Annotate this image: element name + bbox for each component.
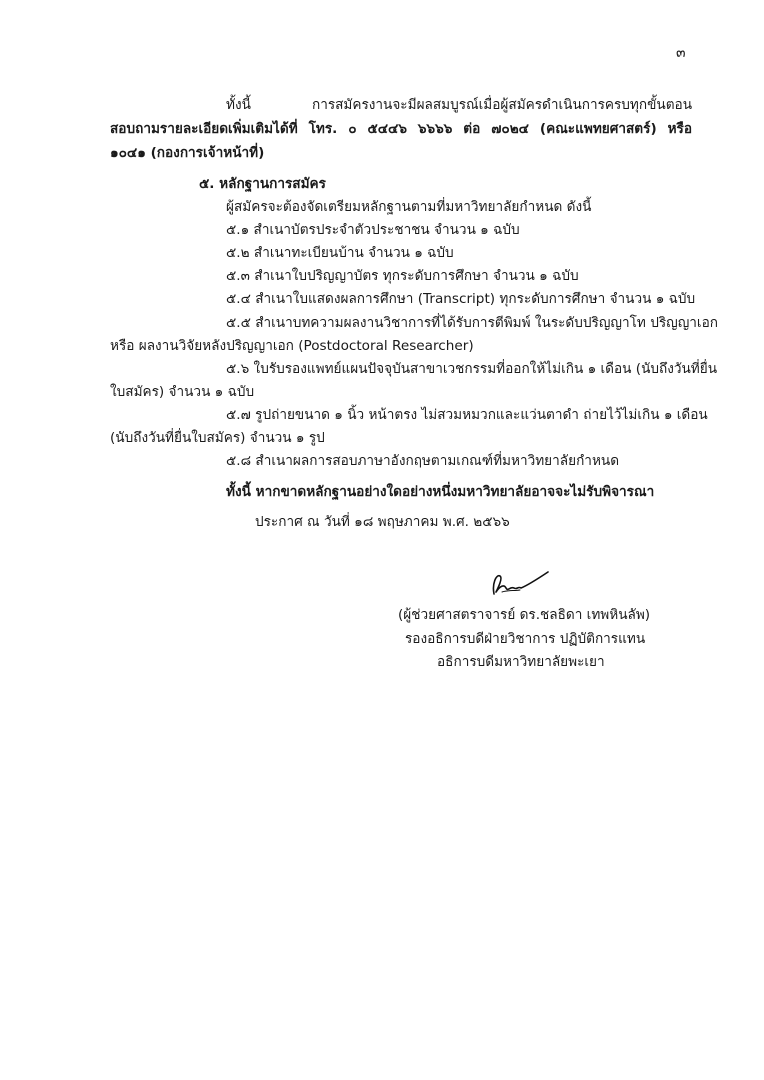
signatory-on-behalf: อธิการบดีมหาวิทยาลัยพะเยา (437, 654, 605, 670)
contact-line: สอบถามรายละเอียดเพิ่มเติมได้ที่ โทร. ๐ ๕๔๔๖ ๖๖๖๖ ต่อ ๗๐๒๔ (คณะแพทยศาสตร์) หรือ (110, 121, 692, 137)
section-lead: ผู้สมัครจะต้องจัดเตรียมหลักฐานตามที่มหาวิทยาลัยกำหนด ดังนี้ (226, 199, 592, 215)
signatory-position: รองอธิการบดีฝ่ายวิชาการ ปฏิบัติการแทน (405, 631, 646, 647)
list-item-cont: หรือ ผลงานวิจัยหลังปริญญาเอก (Postdoctoral Researcher) (110, 338, 474, 354)
contact-line-cont: ๑๐๔๑ (กองการเจ้าหน้าที่) (110, 145, 265, 161)
list-item: ๕.๓ สำเนาใบปริญญาบัตร ทุกระดับการศึกษา จำนวน ๑ ฉบับ (226, 268, 579, 284)
announcement-date: ประกาศ ณ วันที่ ๑๘ พฤษภาคม พ.ศ. ๒๕๖๖ (255, 514, 510, 530)
signature (484, 566, 554, 602)
section-heading: ๕. หลักฐานการสมัคร (199, 176, 326, 192)
list-item: ๕.๘ สำเนาผลการสอบภาษาอังกฤษตามเกณฑ์ที่มหาวิทยาลัยกำหนด (226, 453, 620, 469)
list-item: ๕.๖ ใบรับรองแพทย์แผนปัจจุบันสาขาเวชกรรมที่ออกให้ไม่เกิน ๑ เดือน (นับถึงวันที่ยื่น (226, 361, 718, 377)
warning-note: ทั้งนี้ หากขาดหลักฐานอย่างใดอย่างหนึ่งมหาวิทยาลัยอาจจะไม่รับพิจารณา (226, 484, 655, 500)
intro-line-1: ทั้งนี้ การสมัครงานจะมีผลสมบูรณ์เมื่อผู้สมัครดำเนินการครบทุกขั้นตอน (226, 97, 692, 113)
list-item: ๕.๒ สำเนาทะเบียนบ้าน จำนวน ๑ ฉบับ (226, 245, 454, 261)
list-item-cont: (นับถึงวันที่ยื่นใบสมัคร) จำนวน ๑ รูป (110, 430, 325, 446)
signatory-name: (ผู้ช่วยศาสตราจารย์ ดร.ชลธิดา เทพหินลัพ) (398, 607, 651, 623)
page-number: ๓ (676, 45, 686, 61)
list-item: ๕.๕ สำเนาบทความผลงานวิชาการที่ได้รับการตีพิมพ์ ในระดับปริญญาโท ปริญญาเอก (226, 315, 718, 331)
list-item: ๕.๑ สำเนาบัตรประจำตัวประชาชน จำนวน ๑ ฉบับ (226, 222, 520, 238)
list-item-cont: ใบสมัคร) จำนวน ๑ ฉบับ (110, 384, 255, 400)
list-item: ๕.๗ รูปถ่ายขนาด ๑ นิ้ว หน้าตรง ไม่สวมหมวกและแว่นตาดำ ถ่ายไว้ไม่เกิน ๑ เดือน (226, 407, 708, 423)
list-item: ๕.๔ สำเนาใบแสดงผลการศึกษา (Transcript) ทุกระดับการศึกษา จำนวน ๑ ฉบับ (226, 291, 696, 307)
